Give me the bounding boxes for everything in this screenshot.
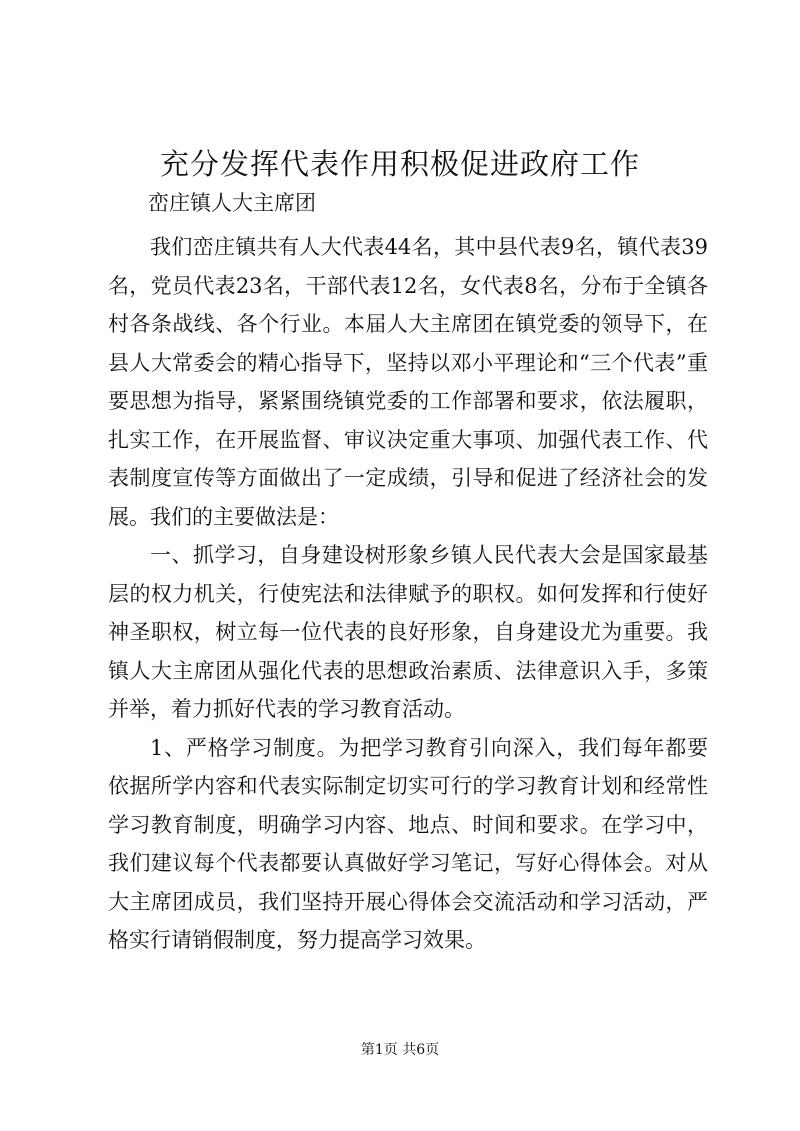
document-body bbox=[108, 228, 708, 960]
paragraph-section-one: 一、抓学习，自身建设树形象乡镇人民代表大会是国家最基层的权力机关，行使宪法和法律赋予的职权。如何发挥和行使好神圣职权，树立每一位代表的良好形象，自身建设尤为重要。我镇人大主席团从强化代表的思想政治素质、法律意识入手，多策并举，着力抓好代表的学习教育活动。 bbox=[108, 543, 708, 721]
page-footer: 第1页 共6页 bbox=[360, 1042, 440, 1058]
paragraph-intro: 我们峦庄镇共有人大代表44名，其中县代表9名，镇代表39名，党员代表23名，干部代表12名，女代表8名，分布于全镇各村各条战线、各个行业。本届人大主席团在镇党委的领导下，在县人大常委会的精心指导下，坚持以邓小平理论和“三个代表”重要思想为指导，紧紧围绕镇党委的工作部署和要求，依法履职，扎实工作，在开展监督、审议决定重大事项、加强代表工作、代表制度宣传等方面做出了一定成绩，引导和促进了经济社会的发展。我们的主要做法是： bbox=[108, 235, 708, 529]
document-title: 充分发挥代表作用积极促进政府工作 bbox=[159, 147, 640, 181]
paragraph-study-system: 1、严格学习制度。为把学习教育引向深入，我们每年都要依据所学内容和代表实际制定切实可行的学习教育计划和经常性学习教育制度，明确学习内容、地点、时间和要求。在学习中，我们建议每个代表都要认真做好学习笔记，写好心得体会。对从大主席团成员，我们坚持开展心得体会交流活动和学习活动，严格实行请销假制度，努力提高学习效果。 bbox=[108, 735, 708, 952]
organization-name: 峦庄镇人大主席团 bbox=[148, 191, 316, 215]
